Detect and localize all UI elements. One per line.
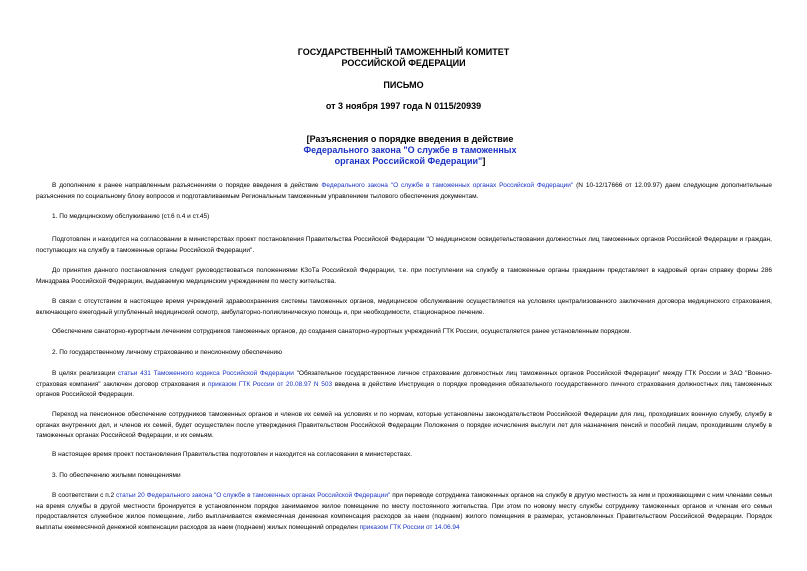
law-link[interactable]: Федерального закона "О службе в таможенных органах Российской Федерации" [321, 182, 574, 189]
text: В целях реализации [52, 370, 118, 377]
paragraph-draft-status: В настоящее время проект постановления Правительства подготовлен и находится на согласовании в министерствах. [52, 451, 413, 458]
text: введена в действие Инструкция о порядке проведения обязательного государственного личного страхования должностных лиц таможенных органов Российской Федерации. [36, 380, 772, 398]
text: при переводе сотрудника таможенных органов на службу в другую местность за ним и проживающими с ним членами семьи на время службы в другой местности бронируется в установленном порядке занимаемое жилое помещение по месту постоянного жительства. При этом по новому месту службы сотруднику таможенных органов и членам его семьи предоставляется служебное жилое помещение, либо выплачивается ежемесячная денежная компенсация расходов за наем (поднаем) жилого помещения в размерах, установленных Правительством Российской Федерации. Порядок выплаты ежемесячной денежной компенсации расходов за наем (поднаем) жилых помещений определен [36, 492, 773, 531]
paragraph-labor-code: До принятия данного постановления следует руководствоваться положениями КЗоТа Российской Федерации, т.е. при поступлении на службу в таможенные органы гражданин представляет в кадровый орган справку формы 286 Минздрава Российской Федерации, выдаваемую медицинским учреждением по месту жительства. [36, 267, 772, 285]
note-suffix: ] [482, 156, 486, 166]
order-503-link[interactable]: приказом ГТК России от 20.08.97 N 503 [207, 380, 333, 388]
paragraph-draft-resolution: Подготовлен и находится на согласовании в министерствах проект постановления Правительства Российской Федерации "О медицинском освидетельствовании должностных лиц таможенных органов Российской Федерации и граждан, поступающих на службу в таможенные органы Российской Федерации". [36, 236, 772, 254]
document-type: ПИСЬМО [383, 80, 424, 90]
customs-code-link[interactable]: статьи 431 Таможенного кодекса Российской Федерации [117, 370, 294, 377]
text: "Обязательное государственное личное страхование должностных лиц таможенных органов Российской Федерации" между ГТК России и ЗАО "Военно-страховая компания" заключен договор страхования и [36, 370, 772, 388]
issuer-name-line1: ГОСУДАРСТВЕННЫЙ ТАМОЖЕННЫЙ КОМИТЕТ [297, 47, 510, 57]
section-heading-insurance: 2. По государственному личному страхованию и пенсионному обеспечению [52, 349, 283, 356]
note-prefix: [Разъяснения о порядке введения в действие [306, 134, 514, 144]
text: В соответствии с п.2 [52, 492, 117, 499]
section-heading-medical: 1. По медицинскому обслуживанию (ст.6 п.4 и ст.45) [52, 213, 210, 220]
order-link[interactable]: приказом ГТК России от 14.06.94 [359, 523, 460, 531]
paragraph-intro [36, 181, 772, 202]
paragraph-sanatorium: Обеспечение санаторно-курортным лечением сотрудников таможенных органов, до создания санаторно-курортных учреждений ГТК России, осуществляется ранее установленным порядком. [52, 328, 632, 335]
paragraph-housing [36, 491, 772, 533]
paragraph-medical-insurance: В связи с отсутствием в настоящее время учреждений здравоохранения системы таможенных органов, медицинское обслуживание осуществляется на условиях централизованного заключения договора медицинского страхования, включающего ежегодный углубленный медицинский осмотр, амбулаторно-поликлиническую помощь и, при необходимости, стационарное лечение. [36, 298, 772, 316]
text: В дополнение к ранее направленным разъяснениям о порядке введения в действие [52, 182, 322, 189]
document-date: от 3 ноября 1997 года N 0115/20939 [325, 101, 482, 111]
law-link-line1[interactable]: Федерального закона "О службе в таможенных [303, 145, 517, 155]
article-20-link[interactable]: статьи 20 Федерального закона "О службе в таможенных органах Российской Федерации" [116, 492, 391, 499]
paragraph-insurance-contract [36, 369, 772, 401]
issuer-name-line2: РОССИЙСКОЙ ФЕДЕРАЦИИ [341, 58, 466, 68]
text: (N 10-12/17666 от 12.09.97) даем следующие дополнительные разъяснения по социальному блоку вопросов и подготавливаемым Региональным таможенным управлением тылового обеспечения документам. [36, 182, 772, 200]
law-link-line2[interactable]: органах Российской Федерации" [334, 156, 483, 166]
section-heading-housing: 3. По обеспечению жилыми помещениями [52, 472, 181, 479]
paragraph-pension: Переход на пенсионное обеспечение сотрудников таможенных органов и членов их семей на условиях и по нормам, которые установлены законодательством Российской Федерации для лиц, проходивших военную службу, службу в органах внутренних дел, и членов их семей, будет осуществлен после утверждения Правительством Российской Федерации Положения о порядке исчисления выслуги лет для назначения пенсий и пособий лицам, проходившим службу в таможенных органах Российской Федерации, и их семьям. [36, 411, 772, 439]
editorial-note [300, 134, 520, 167]
